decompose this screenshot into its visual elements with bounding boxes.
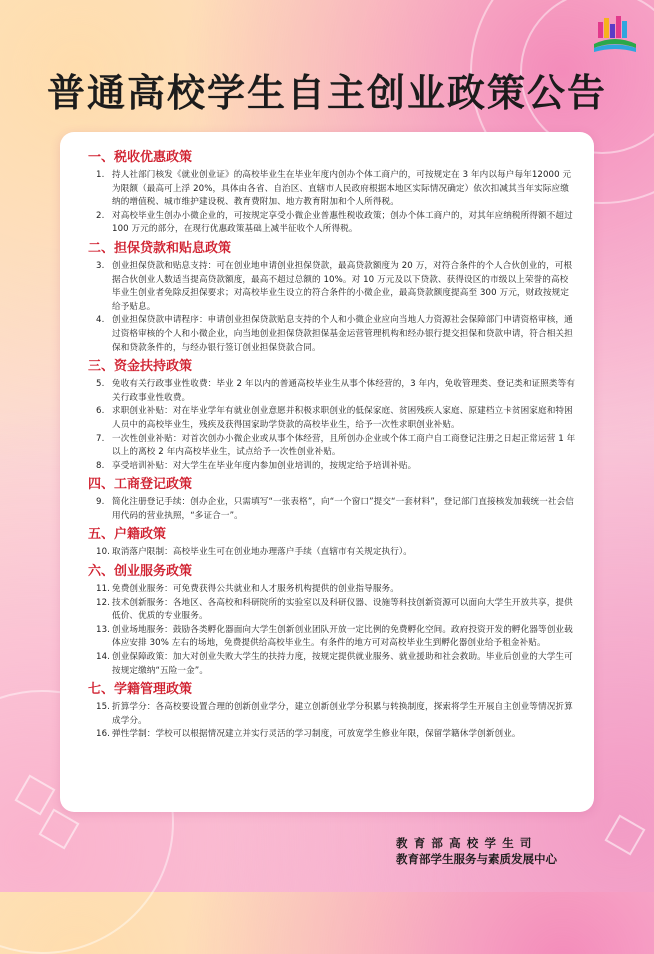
item-number: 7.	[96, 433, 105, 444]
list-item	[90, 701, 576, 728]
list-item	[90, 460, 576, 474]
item-text: 取消落户限制：高校毕业生可在创业地办理落户手续（直辖市有关规定执行）。	[112, 547, 412, 558]
section-heading: 七、学籍管理政策	[88, 682, 193, 698]
item-number: 8.	[96, 460, 105, 471]
section-loan	[88, 241, 576, 355]
section-services	[88, 564, 576, 678]
section-registration	[88, 477, 576, 523]
item-text: 简化注册登记手续：创办企业，只需填写“一张表格”，向“一个窗口”提交“一套材料”，登记部门直接核发加载统一社会信用代码的营业执照，“多证合一”。	[112, 497, 575, 521]
list-item	[90, 624, 576, 651]
policy-content	[88, 150, 576, 746]
section-heading: 四、工商登记政策	[88, 477, 193, 493]
item-text: 一次性创业补贴：对首次创办小微企业或从事个体经营，且所创办企业或个体工商户自工商登记注册之日起正常运营 1 年以上的离校 2 年内高校毕业生，试点给予一次性创业补贴。	[112, 433, 576, 458]
logo	[592, 14, 638, 54]
list-item	[90, 597, 576, 624]
section-heading: 二、担保贷款和贴息政策	[88, 240, 232, 256]
item-number: 3.	[96, 260, 105, 271]
item-number: 13.	[96, 624, 110, 635]
item-text: 免费创业服务：可免费获得公共就业和人才服务机构提供的创业指导服务。	[112, 584, 399, 595]
item-number: 2.	[96, 210, 105, 221]
item-text: 免收有关行政事业性收费：毕业 2 年以内的普通高校毕业生从事个体经营的，3 年内，免收管理类、登记类和证照类等有关行政事业性收费。	[112, 379, 576, 403]
list-item	[90, 378, 576, 405]
list-item	[90, 260, 576, 314]
item-text: 创业场地服务：鼓励各类孵化器面向大学生创新创业团队开放一定比例的免费孵化空间。政府投资开发的孵化器等创业载体应安排 30% 左右的场地，免费提供给高校毕业生。有条件的地方可对高校毕业生到孵化器创业给予租金补贴。	[112, 624, 573, 649]
list-item	[90, 651, 576, 678]
item-number: 16.	[96, 729, 110, 740]
section-heading: 三、资金扶持政策	[88, 359, 193, 375]
item-text: 技术创新服务：各地区、各高校和科研院所的实验室以及科研仪器、设施等科技创新资源可以面向大学生开放共享，提供低价、优质的专业服务。	[112, 597, 573, 622]
list-item	[90, 728, 576, 742]
item-text: 创业担保贷款和贴息支持：可在创业地申请创业担保贷款，最高贷款额度为 20 万，对符合条件的个人合伙创业的，可根据合伙创业人数适当提高贷款额度，最高不超过总额的 10%。对 10 万元及以下贷款、获得设区的市级以上荣誉的高校毕业生创业者免除反担保要求；对高校毕业生设立的符合条件的小微企业，最高贷款额度提高至 300 万元，财政按规定给予贴息。	[112, 260, 573, 312]
item-text: 持人社部门核发《就业创业证》的高校毕业生在毕业年度内创办个体工商户的，可按规定在 3 年内以每户每年12000 元为限额（最高可上浮 20%，具体由各省、自治区、直辖市人民政府根据本地区实际情况确定）依次扣减其当年实际应缴纳的增值税、城市维护建设税、教育费附加、地方教育附加和个人所得税。	[112, 170, 572, 208]
item-number: 10.	[96, 547, 110, 558]
section-enrollment	[88, 682, 576, 742]
list-item	[90, 314, 576, 355]
item-number: 6.	[96, 406, 105, 417]
item-number: 1.	[96, 170, 105, 180]
page-title: 普通高校学生自主创业政策公告	[46, 71, 607, 115]
item-number: 15.	[96, 702, 110, 713]
section-tax	[88, 150, 576, 237]
issuer-signature	[396, 835, 616, 867]
item-text: 求职创业补贴：对在毕业学年有就业创业意愿并积极求职创业的低保家庭、贫困残疾人家庭、原建档立卡贫困家庭和特困人员中的高校毕业生，残疾及获得国家助学贷款的高校毕业生，给予一次性求职创业补贴。	[112, 406, 573, 430]
list-item	[90, 583, 576, 597]
section-household	[88, 527, 576, 560]
list-item	[90, 405, 576, 432]
list-item	[90, 169, 576, 210]
issuer-line-1: 教育部高校学生司	[396, 836, 538, 850]
list-item	[90, 546, 576, 560]
item-number: 12.	[96, 597, 110, 608]
item-number: 14.	[96, 652, 110, 663]
section-heading: 一、税收优惠政策	[88, 150, 193, 165]
item-number: 5.	[96, 379, 105, 390]
section-funding	[88, 359, 576, 473]
list-item	[90, 496, 576, 523]
item-text: 弹性学制：学校可以根据情况建立并实行灵活的学习制度，可放宽学生修业年限，保留学籍休学创新创业。	[112, 729, 521, 740]
list-item	[90, 433, 576, 460]
section-heading: 六、创业服务政策	[88, 564, 193, 580]
section-heading: 五、户籍政策	[88, 527, 167, 543]
item-number: 9.	[96, 497, 105, 508]
item-text: 对高校毕业生创办小微企业的，可按规定享受小微企业普惠性税收政策；创办个体工商户的，对其年应纳税所得额不超过 100 万元的部分，在现行优惠政策基础上减半征收个人所得税。	[112, 210, 573, 235]
item-text: 创业担保贷款申请程序：申请创业担保贷款贴息支持的个人和小微企业应向当地人力资源社会保障部门申请资格审核，通过资格审核的个人和小微企业，向当地创业担保贷款担保基金运营管理机构和经办银行提交担保和贷款申请，符合相关担保和贷款条件的，与经办银行签订创业担保贷款合同。	[112, 315, 573, 353]
list-item	[90, 210, 576, 237]
item-number: 4.	[96, 315, 105, 326]
item-text: 创业保障政策：加大对创业失败大学生的扶持力度，按规定提供就业服务、就业援助和社会救助。毕业后创业的大学生可按规定缴纳“五险一金”。	[112, 652, 573, 676]
item-text: 折算学分：各高校要设置合理的创新创业学分，建立创新创业学分积累与转换制度，探索将学生开展自主创业等情况折算成学分。	[112, 702, 573, 726]
item-text: 享受培训补贴：对大学生在毕业年度内参加创业培训的，按规定给予培训补贴。	[112, 460, 417, 471]
issuer-line-2: 教育部学生服务与素质发展中心	[396, 852, 557, 866]
item-number: 11.	[96, 584, 110, 595]
